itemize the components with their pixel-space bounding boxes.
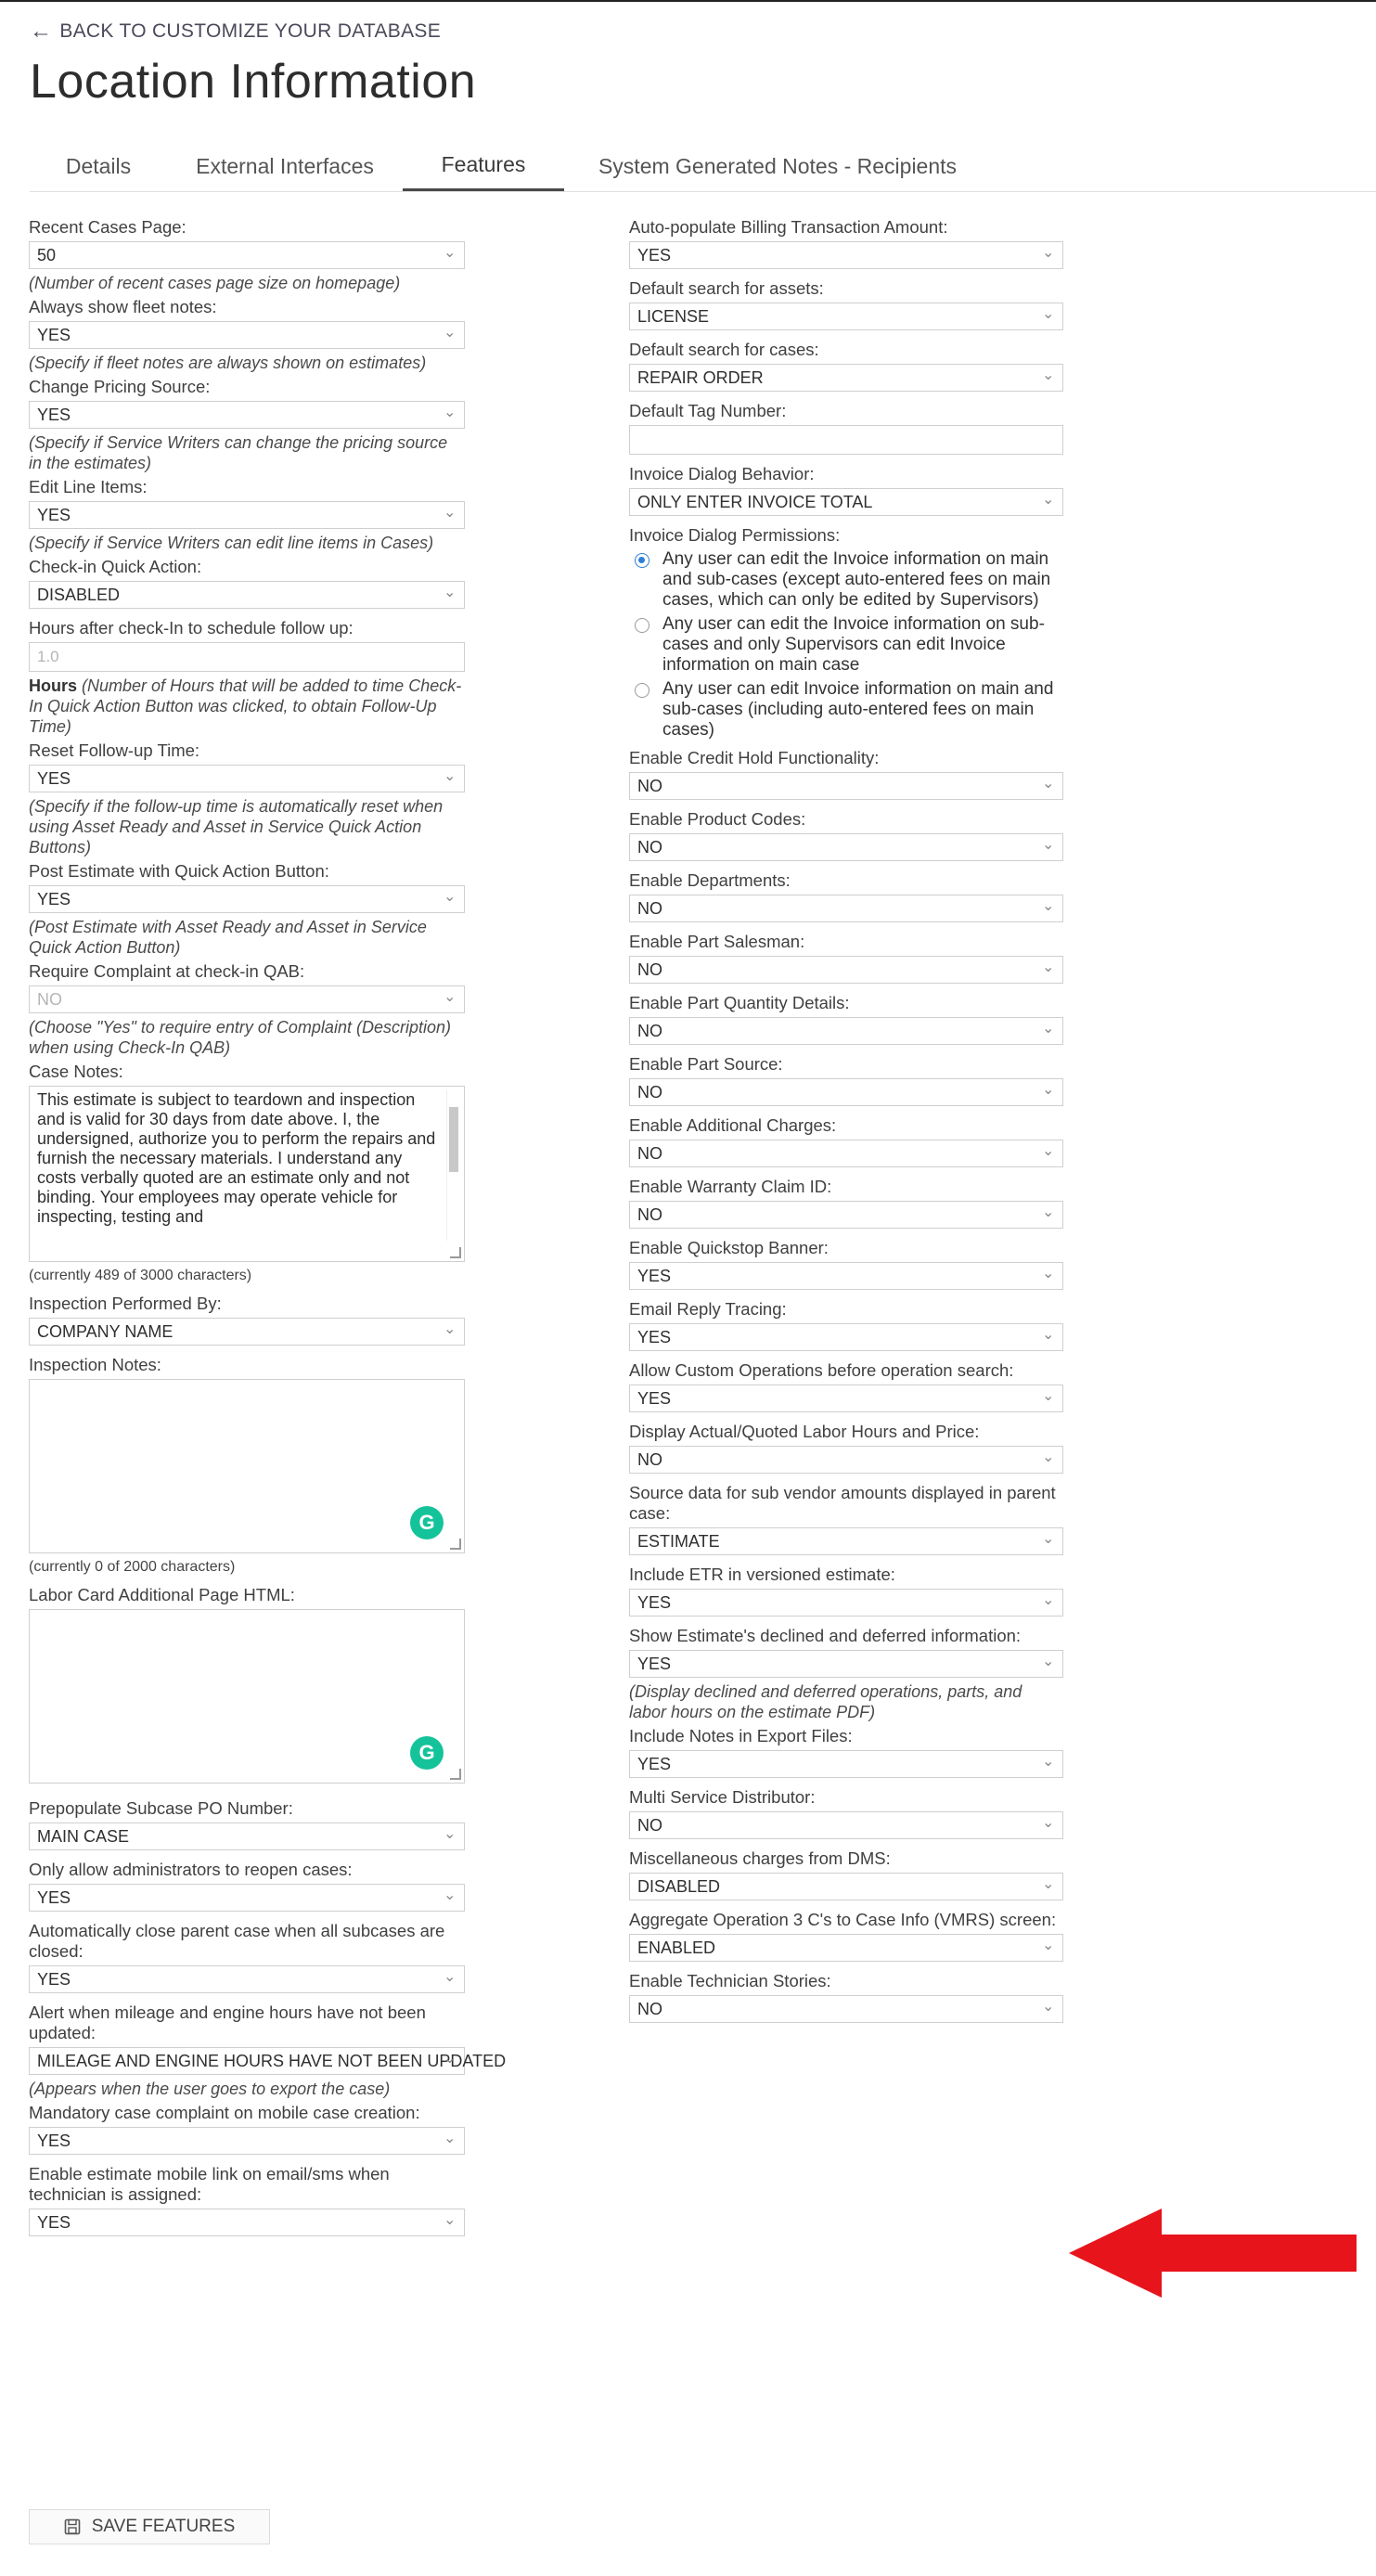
chevron-down-icon: [444, 2132, 457, 2145]
select-value: YES: [637, 1266, 672, 1285]
field-label: Enable Product Codes:: [629, 809, 806, 829]
field-label: Enable Departments:: [629, 870, 791, 890]
product-codes-select[interactable]: [629, 833, 1063, 861]
select-value: NO: [637, 776, 662, 795]
chevron-down-icon: [1042, 494, 1055, 507]
field-hint: (Post Estimate with Asset Ready and Asset in Service Quick Action Button): [29, 918, 427, 957]
chevron-down-icon: [444, 2214, 457, 2227]
field-label: Prepopulate Subcase PO Number:: [29, 1798, 293, 1818]
select-value: YES: [37, 2212, 71, 2232]
tab-features[interactable]: Features: [403, 141, 564, 191]
select-value: ENABLED: [637, 1938, 716, 1957]
select-value: YES: [637, 1592, 672, 1612]
radio-button[interactable]: [635, 618, 649, 633]
chevron-down-icon: [1042, 1878, 1055, 1891]
field-label: Source data for sub vendor amounts displayed in parent case:: [629, 1483, 1056, 1523]
field-label: Hours after check-In to schedule follow up:: [29, 618, 354, 638]
select-value: YES: [637, 245, 672, 264]
chevron-down-icon: [1042, 247, 1055, 260]
additional-charges-select[interactable]: [629, 1140, 1063, 1167]
field-label: Inspection Notes:: [29, 1355, 161, 1374]
inspection-by-select[interactable]: [29, 1318, 465, 1346]
chevron-down-icon: [1042, 1655, 1055, 1668]
select-value: COMPANY NAME: [37, 1321, 174, 1341]
case-notes-text: This estimate is subject to teardown and inspection and is valid for 30 days from date above. I, the undersigned, authorize you to perform the repairs and furnish the necessary materials. I understand any costs verbally quoted are an estimate only and not binding. Your employees may operate vehicle for inspecting, testing and: [37, 1090, 436, 1226]
field-label: Auto-populate Billing Transaction Amount:: [629, 217, 948, 237]
chevron-down-icon: [1042, 1533, 1055, 1546]
select-value: YES: [37, 505, 71, 524]
select-value: ESTIMATE: [637, 1531, 720, 1551]
field-label: Mandatory case complaint on mobile case creation:: [29, 2103, 420, 2122]
notes-export-select[interactable]: [629, 1750, 1063, 1778]
select-value: YES: [37, 2131, 71, 2150]
select-value: YES: [37, 1887, 71, 1907]
select-value: NO: [637, 960, 662, 979]
require-complaint-select[interactable]: [29, 985, 465, 1013]
resize-handle-icon[interactable]: [450, 1539, 461, 1550]
chevron-down-icon: [444, 1323, 457, 1336]
radio-label: Any user can edit Invoice information on main and sub-cases (including auto-entered fees on main cases): [662, 679, 1054, 740]
billing-amount-select[interactable]: [629, 241, 1063, 269]
right-settings-column: [629, 217, 1063, 2027]
declined-deferred-select[interactable]: [629, 1650, 1063, 1678]
select-value: NO: [637, 898, 662, 918]
search-assets-select[interactable]: [629, 303, 1063, 330]
select-value: DISABLED: [637, 1876, 721, 1896]
field-label: Default Tag Number:: [629, 401, 787, 420]
field-label: Enable Part Salesman:: [629, 932, 805, 951]
select-value: YES: [637, 1754, 672, 1773]
field-label: Enable Technician Stories:: [629, 1971, 831, 1990]
radio-button[interactable]: [635, 683, 649, 698]
select-value: NO: [637, 837, 662, 857]
tab-details[interactable]: Details: [65, 153, 132, 178]
invoice-permission-option[interactable]: [629, 614, 1063, 676]
field-label: Include ETR in versioned estimate:: [629, 1565, 895, 1584]
field-label: Change Pricing Source:: [29, 377, 211, 396]
field-label: Display Actual/Quoted Labor Hours and Price:: [629, 1422, 980, 1441]
field-label: Show Estimate's declined and deferred information:: [629, 1626, 1022, 1645]
custom-operations-select[interactable]: [629, 1385, 1063, 1412]
quickstop-banner-select[interactable]: [629, 1262, 1063, 1290]
radio-label: Any user can edit the Invoice information on main and sub-cases (except auto-entered fees on main cases, which can only be edited by Supervisors): [662, 549, 1051, 610]
arrow-left-icon: ←: [30, 19, 53, 44]
field-label: Require Complaint at check-in QAB:: [29, 961, 305, 981]
chevron-down-icon: [1042, 961, 1055, 974]
field-label: Enable Part Source:: [629, 1054, 783, 1074]
character-counter: (currently 0 of 2000 characters): [29, 1559, 236, 1575]
back-link-label: BACK TO CUSTOMIZE YOUR DATABASE: [59, 20, 442, 42]
select-value: NO: [637, 1204, 662, 1224]
admins-reopen-select[interactable]: [29, 1884, 465, 1912]
field-label: Enable Additional Charges:: [629, 1115, 837, 1135]
field-label: Enable Warranty Claim ID:: [629, 1177, 832, 1196]
field-hint: (Specify if Service Writers can edit line items in Cases): [29, 534, 434, 552]
annotation-arrow-shape: [1069, 2209, 1357, 2298]
tab-external-interfaces[interactable]: External Interfaces: [196, 153, 374, 178]
chevron-down-icon: [1042, 1817, 1055, 1830]
part-quantity-select[interactable]: [629, 1017, 1063, 1045]
part-source-select[interactable]: [629, 1078, 1063, 1106]
select-value: NO: [637, 1999, 662, 2018]
select-value: YES: [37, 325, 71, 344]
hint-bold: Hours: [29, 676, 78, 695]
field-label: Enable estimate mobile link on email/sms when technician is assigned:: [29, 2164, 390, 2204]
field-hint: [29, 676, 465, 737]
technician-stories-select[interactable]: [629, 1995, 1063, 2023]
chevron-down-icon: [1042, 900, 1055, 913]
credit-hold-select[interactable]: [629, 772, 1063, 800]
select-value: YES: [637, 1327, 672, 1346]
chevron-down-icon: [444, 2053, 457, 2066]
chevron-down-icon: [444, 507, 457, 520]
select-value: MAIN CASE: [37, 1826, 130, 1846]
estimate-link-select[interactable]: [29, 2209, 465, 2236]
actual-labor-select[interactable]: [629, 1446, 1063, 1474]
chevron-down-icon: [1042, 1939, 1055, 1952]
chevron-down-icon: [444, 586, 457, 599]
invoice-behavior-select[interactable]: [629, 488, 1063, 516]
select-value: YES: [37, 405, 71, 424]
hours-followup-input[interactable]: 1.0: [29, 642, 465, 672]
select-value: YES: [37, 1969, 71, 1989]
part-salesman-select[interactable]: [629, 956, 1063, 984]
chevron-down-icon: [1042, 839, 1055, 852]
chevron-down-icon: [1042, 1145, 1055, 1158]
select-value: NO: [637, 1143, 662, 1163]
subcase-po-select[interactable]: [29, 1823, 465, 1850]
select-value: NO: [37, 989, 62, 1009]
field-label: Recent Cases Page:: [29, 217, 186, 237]
chevron-down-icon: [1042, 1268, 1055, 1281]
chevron-down-icon: [1042, 2001, 1055, 2014]
chevron-down-icon: [444, 991, 457, 1004]
save-features-label: SAVE FEATURES: [91, 2517, 236, 2536]
grammarly-icon[interactable]: G: [410, 1506, 444, 1539]
search-cases-select[interactable]: [629, 364, 1063, 392]
post-estimate-select[interactable]: [29, 885, 465, 913]
field-label: Miscellaneous charges from DMS:: [629, 1848, 891, 1868]
misc-charges-select[interactable]: [629, 1873, 1063, 1900]
aggregate-3c-select[interactable]: [629, 1934, 1063, 1962]
chevron-down-icon: [444, 1828, 457, 1841]
field-hint: (Display declined and deferred operations, parts, and labor hours on the estimate PDF): [629, 1682, 1022, 1721]
select-value: YES: [637, 1388, 672, 1408]
chevron-down-icon: [444, 406, 457, 419]
chevron-down-icon: [1042, 1594, 1055, 1607]
field-label: Labor Card Additional Page HTML:: [29, 1585, 295, 1604]
field-label: Enable Credit Hold Functionality:: [629, 748, 880, 767]
select-value: YES: [37, 768, 71, 788]
mileage-alert-select[interactable]: [29, 2047, 507, 2075]
chevron-down-icon: [444, 1971, 457, 1984]
save-features-button[interactable]: [29, 2509, 270, 2544]
select-value: 50: [37, 245, 57, 264]
field-label: Check-in Quick Action:: [29, 557, 202, 576]
chevron-down-icon: [444, 770, 457, 783]
case-notes-scrollbar[interactable]: [446, 1090, 460, 1241]
field-hint: (Number of recent cases page size on homepage): [29, 274, 401, 292]
pricing-source-select[interactable]: [29, 401, 465, 429]
field-label: Email Reply Tracing:: [629, 1299, 787, 1319]
field-label: Default search for assets:: [629, 278, 824, 298]
select-value: LICENSE: [637, 306, 710, 326]
chevron-down-icon: [1042, 1023, 1055, 1036]
include-etr-select[interactable]: [629, 1589, 1063, 1616]
mandatory-complaint-select[interactable]: [29, 2127, 465, 2155]
select-value: YES: [637, 1654, 672, 1673]
resize-handle-icon[interactable]: [450, 1769, 461, 1780]
labor-card-html-textarea[interactable]: [29, 1609, 465, 1784]
tab-system-generated-notes[interactable]: System Generated Notes - Recipients: [598, 153, 958, 178]
annotation-arrow-icon: [1069, 2209, 1357, 2298]
multi-distributor-select[interactable]: [629, 1811, 1063, 1839]
chevron-down-icon: [1042, 369, 1055, 382]
departments-select[interactable]: [629, 895, 1063, 922]
field-label: Allow Custom Operations before operation search:: [629, 1360, 1014, 1380]
edit-line-items-select[interactable]: [29, 501, 465, 529]
invoice-permission-option[interactable]: [629, 679, 1063, 741]
field-hint: (Specify if the follow-up time is automatically reset when using Asset Ready and Asset in Service Quick Action Buttons): [29, 797, 444, 857]
inspection-notes-textarea[interactable]: [29, 1379, 465, 1553]
field-label: Reset Follow-up Time:: [29, 741, 200, 760]
chevron-down-icon: [444, 891, 457, 904]
chevron-down-icon: [1042, 778, 1055, 791]
chevron-down-icon: [1042, 1451, 1055, 1464]
character-counter: (currently 489 of 3000 characters): [29, 1268, 252, 1283]
field-label: Invoice Dialog Permissions:: [629, 525, 841, 545]
select-value: NO: [637, 1815, 662, 1835]
select-value: NO: [637, 1082, 662, 1101]
hint-text: (Number of Hours that will be added to time Check-In Quick Action Button was clicked, to obtain Follow-Up Time): [29, 676, 462, 736]
select-value: NO: [637, 1449, 662, 1469]
field-hint: (Specify if Service Writers can change the pricing source in the estimates): [29, 433, 448, 472]
field-label: Invoice Dialog Behavior:: [629, 464, 815, 483]
chevron-down-icon: [1042, 1329, 1055, 1342]
field-label: Always show fleet notes:: [29, 297, 217, 316]
radio-button[interactable]: [635, 553, 649, 568]
field-label: Alert when mileage and engine hours have not been updated:: [29, 2003, 426, 2042]
select-value: YES: [37, 889, 71, 908]
field-label: Only allow administrators to reopen cases:: [29, 1860, 353, 1879]
chevron-down-icon: [1042, 1756, 1055, 1769]
field-label: Enable Quickstop Banner:: [629, 1238, 829, 1257]
checkin-quick-action-select[interactable]: [29, 581, 465, 609]
tag-number-input[interactable]: [629, 425, 1063, 455]
field-hint: (Specify if fleet notes are always shown on estimates): [29, 354, 427, 372]
grammarly-icon[interactable]: G: [410, 1736, 444, 1770]
chevron-down-icon: [444, 247, 457, 260]
fleet-notes-select[interactable]: [29, 321, 465, 349]
field-label: Edit Line Items:: [29, 477, 148, 496]
scrollbar-thumb[interactable]: [449, 1107, 458, 1172]
chevron-down-icon: [444, 1889, 457, 1902]
page-title: Location Information: [30, 55, 477, 109]
select-value: MILEAGE AND ENGINE HOURS HAVE NOT BEEN UPDATED: [37, 2051, 507, 2070]
select-value: ONLY ENTER INVOICE TOTAL: [637, 492, 873, 511]
select-value: DISABLED: [37, 585, 121, 604]
email-reply-select[interactable]: [629, 1323, 1063, 1351]
tab-bar: [30, 141, 1376, 192]
select-value: NO: [637, 1021, 662, 1040]
field-hint: (Choose "Yes" to require entry of Complaint (Description) when using Check-In QAB): [29, 1018, 451, 1057]
case-notes-textarea[interactable]: [29, 1086, 465, 1262]
floppy-disk-icon: [64, 2518, 81, 2535]
field-label: Case Notes:: [29, 1062, 123, 1081]
warranty-claim-select[interactable]: [629, 1201, 1063, 1229]
field-label: Include Notes in Export Files:: [629, 1726, 853, 1745]
chevron-down-icon: [1042, 1390, 1055, 1403]
chevron-down-icon: [1042, 308, 1055, 321]
field-label: Default search for cases:: [629, 340, 819, 359]
field-label: Enable Part Quantity Details:: [629, 993, 850, 1012]
auto-close-select[interactable]: [29, 1965, 465, 1993]
field-label: Automatically close parent case when all subcases are closed:: [29, 1921, 445, 1961]
field-hint: (Appears when the user goes to export the case): [29, 2080, 391, 2098]
reset-followup-select[interactable]: [29, 765, 465, 792]
recent-cases-select[interactable]: [29, 241, 465, 269]
chevron-down-icon: [1042, 1084, 1055, 1097]
invoice-permission-option[interactable]: [629, 549, 1063, 611]
radio-label: Any user can edit the Invoice information on sub-cases and only Supervisors can edit Invoice information on main case: [662, 614, 1045, 675]
chevron-down-icon: [1042, 1206, 1055, 1219]
select-value: REPAIR ORDER: [637, 367, 764, 387]
chevron-down-icon: [444, 327, 457, 340]
field-label: Post Estimate with Quick Action Button:: [29, 861, 329, 881]
left-settings-column: [29, 217, 507, 2240]
sub-vendor-select[interactable]: [629, 1527, 1063, 1555]
field-label: Aggregate Operation 3 C's to Case Info (VMRS) screen:: [629, 1910, 1057, 1929]
field-label: Inspection Performed By:: [29, 1294, 222, 1313]
back-link[interactable]: [30, 20, 441, 43]
resize-handle-icon[interactable]: [450, 1247, 461, 1258]
field-label: Multi Service Distributor:: [629, 1787, 816, 1807]
